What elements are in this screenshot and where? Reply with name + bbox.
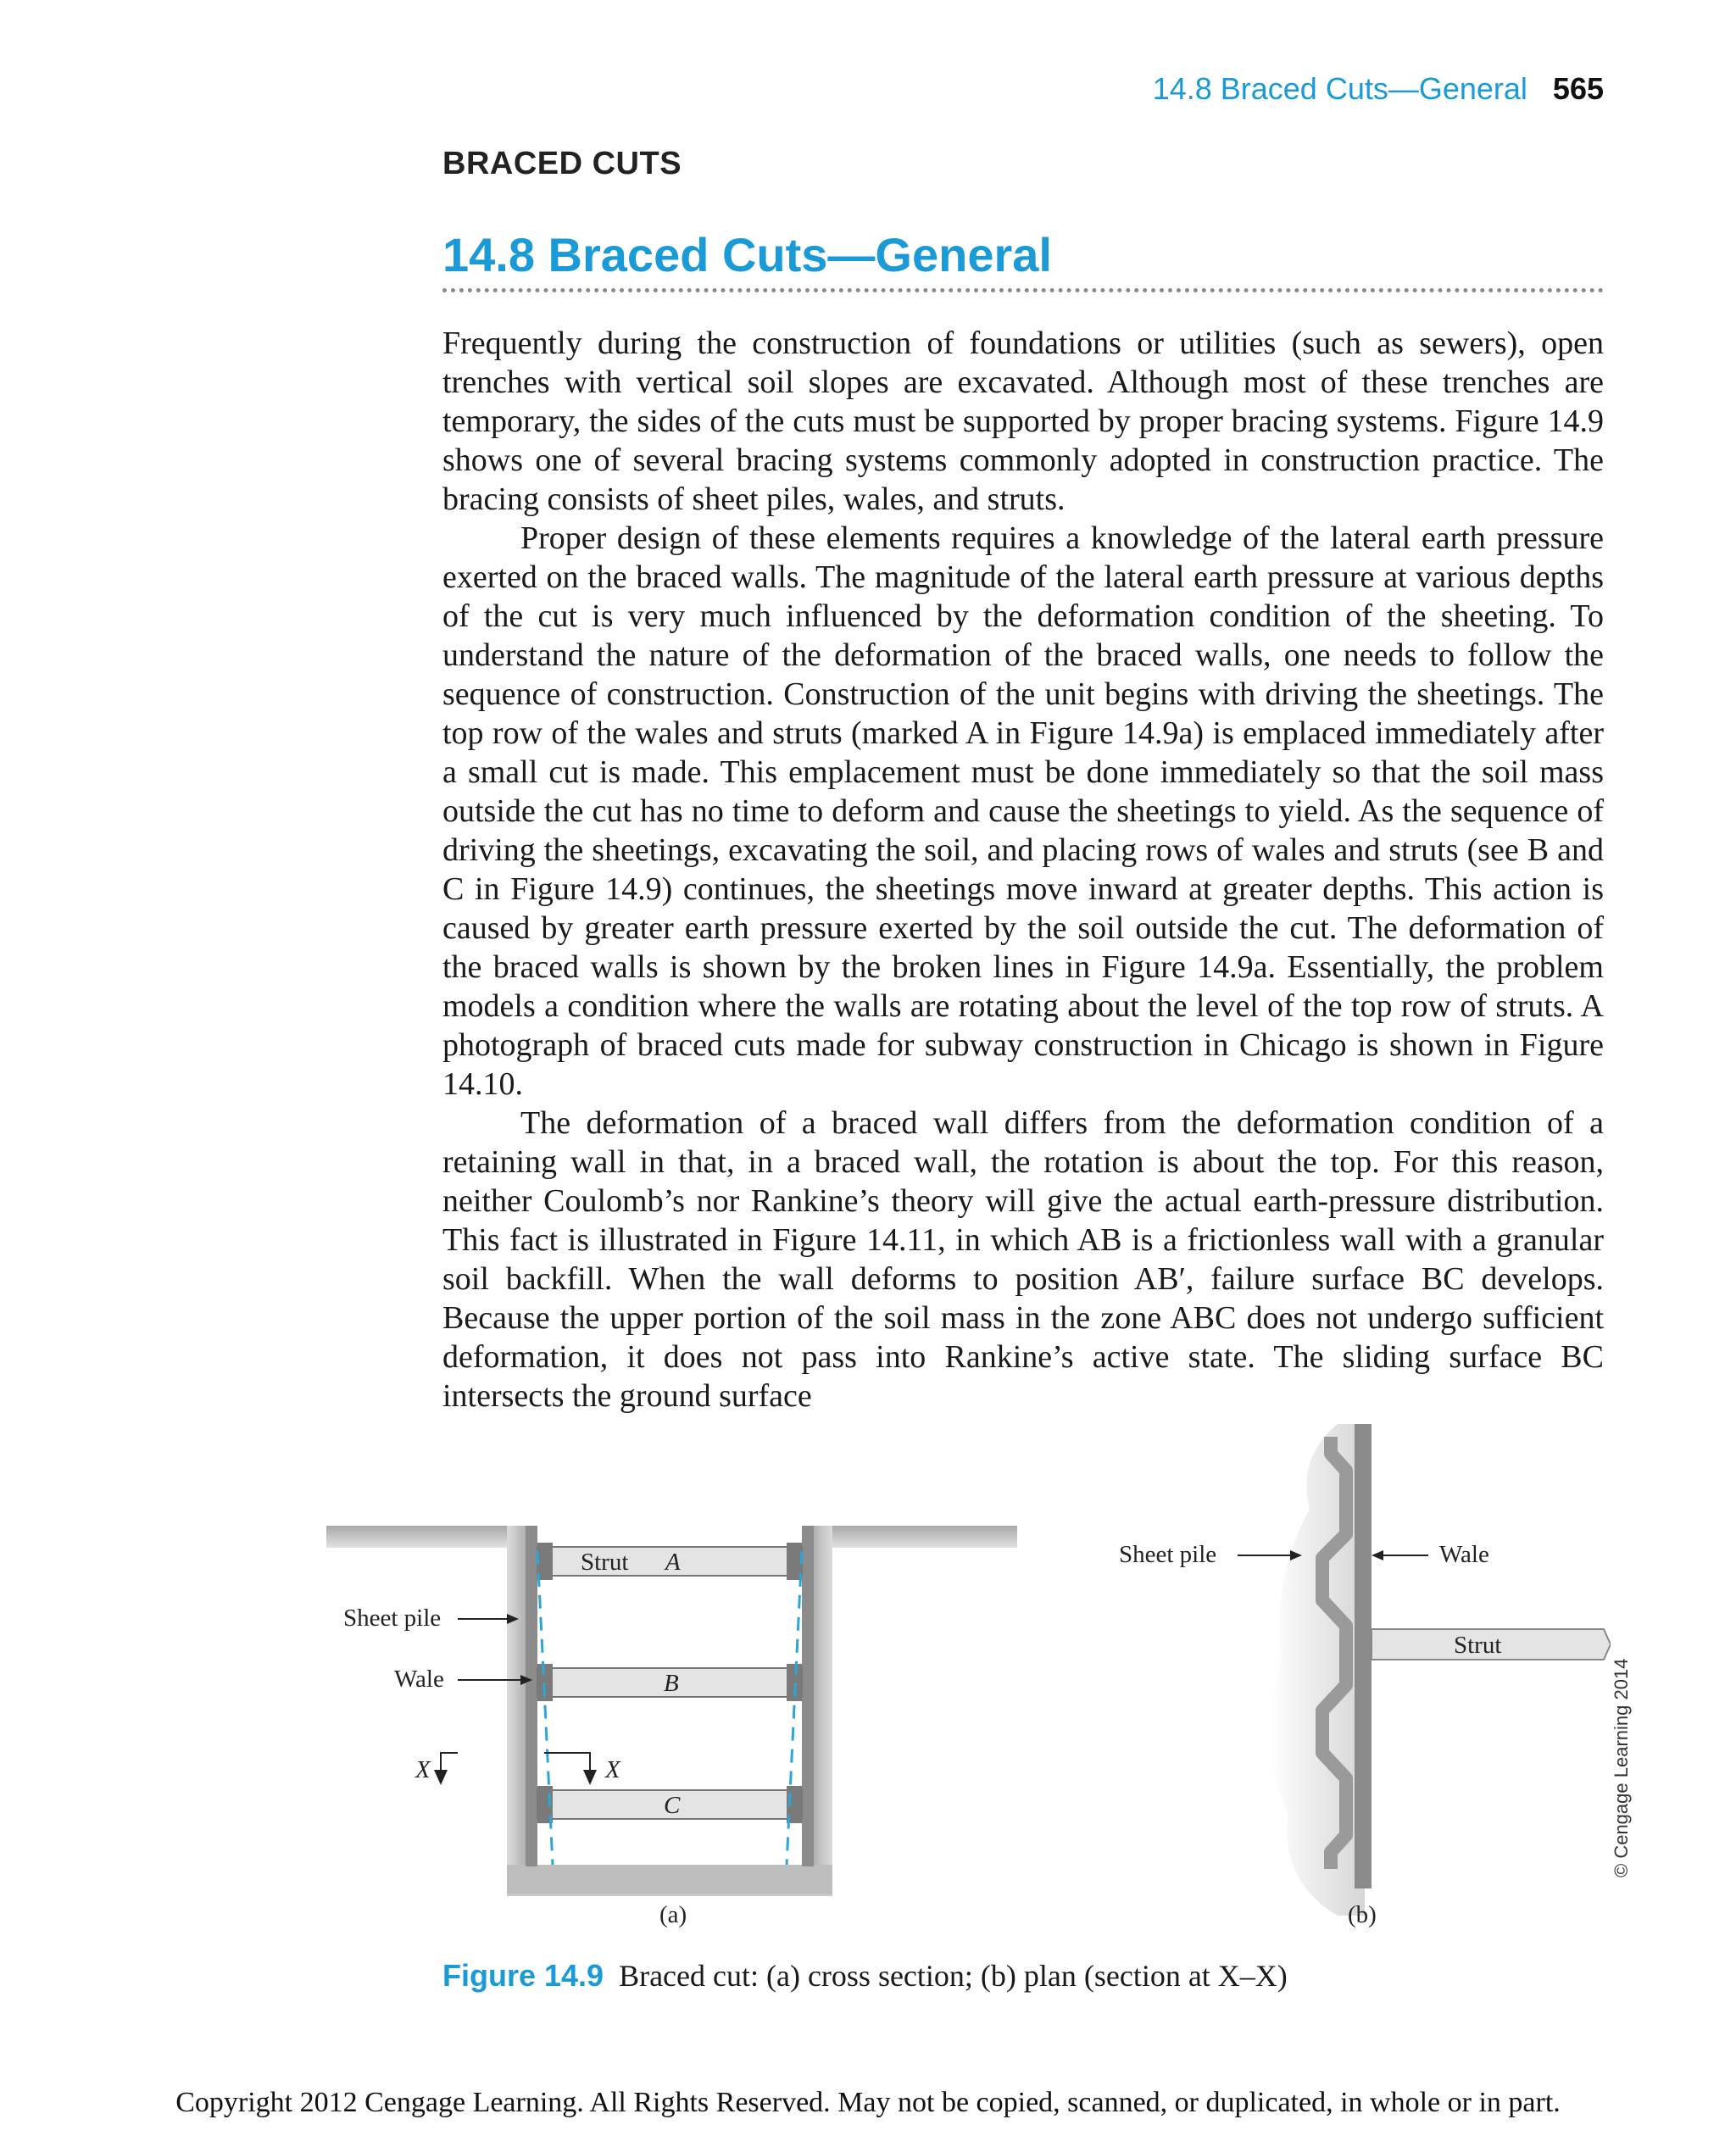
ground-right (818, 1526, 1017, 1548)
title-dotted-rule (442, 288, 1604, 292)
panel-b-label: (b) (1348, 1901, 1377, 1928)
wale-label-b: Wale (1439, 1541, 1489, 1568)
strut-label-b: Strut (1454, 1632, 1502, 1659)
sheet-pile-right (802, 1526, 814, 1866)
figure-svg (322, 1407, 1611, 1950)
caption-label: Figure 14.9 (442, 1958, 604, 1993)
row-label-b: B (664, 1670, 679, 1697)
paragraph-2: Proper design of these elements requires a knowledge of the lateral earth pressure exerted on the braced walls. The magnitude of the lateral earth pressure at various depths of the cut is very much influenced by the deformation condition of the sheeting. To understand the nature of the deformation of the braced walls, one needs to follow the sequence of construction. Construction of the unit begins with driving the sheetings. The top row of the wales and struts (marked A in Figure 14.9a) is emplaced immediately after a small cut is made. This emplacement must be done immediately so that the soil mass outside the cut has no time to deform and cause the sheetings to yield. As the sequence of driving the sheetings, excavating the soil, and placing rows of wales and struts (see B and C in Figure 14.9) continues, the sheetings move inward at greater depths. This action is caused by greater earth pressure exerted by the soil outside the cut. The deformation of the braced walls is shown by the broken lines in Figure 14.9a. Essentially, the problem models a condition where the walls are rotating about the level of the top row of struts. A photograph of braced cuts made for subway construction in Chicago is shown in Figure 14.10. (442, 520, 1604, 1102)
paragraph-3: The deformation of a braced wall differs from the deformation condition of a retaining wall in that, in a braced wall, the rotation is about the top. For this reason, neither Coulomb’s nor Rankine’s theory will give the actual earth-pressure distribution. This fact is illustrated in Figure 14.11, in which AB is a frictionless wall with a granular soil backfill. When the wall deforms to position AB′, failure surface BC develops. Because the upper portion of the soil mass in the zone ABC does not undergo sufficient deformation, it does not pass into Rankine’s active state. The sliding surface BC intersects the ground surface (442, 1105, 1604, 1414)
section-title: 14.8 Braced Cuts—General (442, 228, 1052, 281)
panel-a-cross-section (326, 1526, 1017, 1928)
page-number: 565 (1552, 71, 1604, 106)
part-title: BRACED CUTS (442, 146, 682, 181)
body-text (442, 324, 1604, 1416)
figure-caption (442, 1958, 1288, 1994)
section-mark-x-left: X (415, 1756, 431, 1783)
row-label-a: A (665, 1549, 681, 1576)
sheet-pile-label-b: Sheet pile (1119, 1541, 1217, 1568)
excavation-bottom (507, 1865, 832, 1894)
section-mark-left (415, 1753, 458, 1785)
section-mark-right (544, 1753, 621, 1785)
row-label-c: C (664, 1792, 681, 1819)
running-title: 14.8 Braced Cuts—General (1152, 71, 1527, 106)
strut-label-a: Strut (581, 1549, 629, 1576)
excavation-soil (521, 1526, 818, 1882)
panel-a-label: (a) (659, 1901, 687, 1928)
wale-plan (1355, 1424, 1372, 1888)
running-head (1153, 71, 1604, 107)
section-mark-x-right: X (605, 1756, 620, 1783)
wale-label-a: Wale (394, 1666, 444, 1693)
sheet-pile-left (526, 1526, 537, 1866)
panel-b-plan (1119, 1424, 1611, 1928)
ground-left (326, 1526, 521, 1548)
credit-wrap (1611, 1658, 1636, 1886)
copyright-footer: Copyright 2012 Cengage Learning. All Rights Reserved. May not be copied, scanned, or duplicated, in whole or in part. (175, 2087, 1561, 2118)
figure-credit: © Cengage Learning 2014 (1611, 1658, 1632, 1877)
sheet-pile-label-a: Sheet pile (343, 1605, 442, 1632)
figure-14-9 (322, 1407, 1611, 1954)
caption-text: Braced cut: (a) cross section; (b) plan (section at X–X) (619, 1959, 1288, 1993)
paragraph-1: Frequently during the construction of foundations or utilities (such as sewers), open trenches with vertical soil slopes are excavated. Although most of these trenches are temporary, the sides of the cuts must be supported by proper bracing systems. Figure 14.9 shows one of several bracing systems commonly adopted in construction practice. The bracing consists of sheet piles, wales, and struts. (442, 325, 1604, 517)
